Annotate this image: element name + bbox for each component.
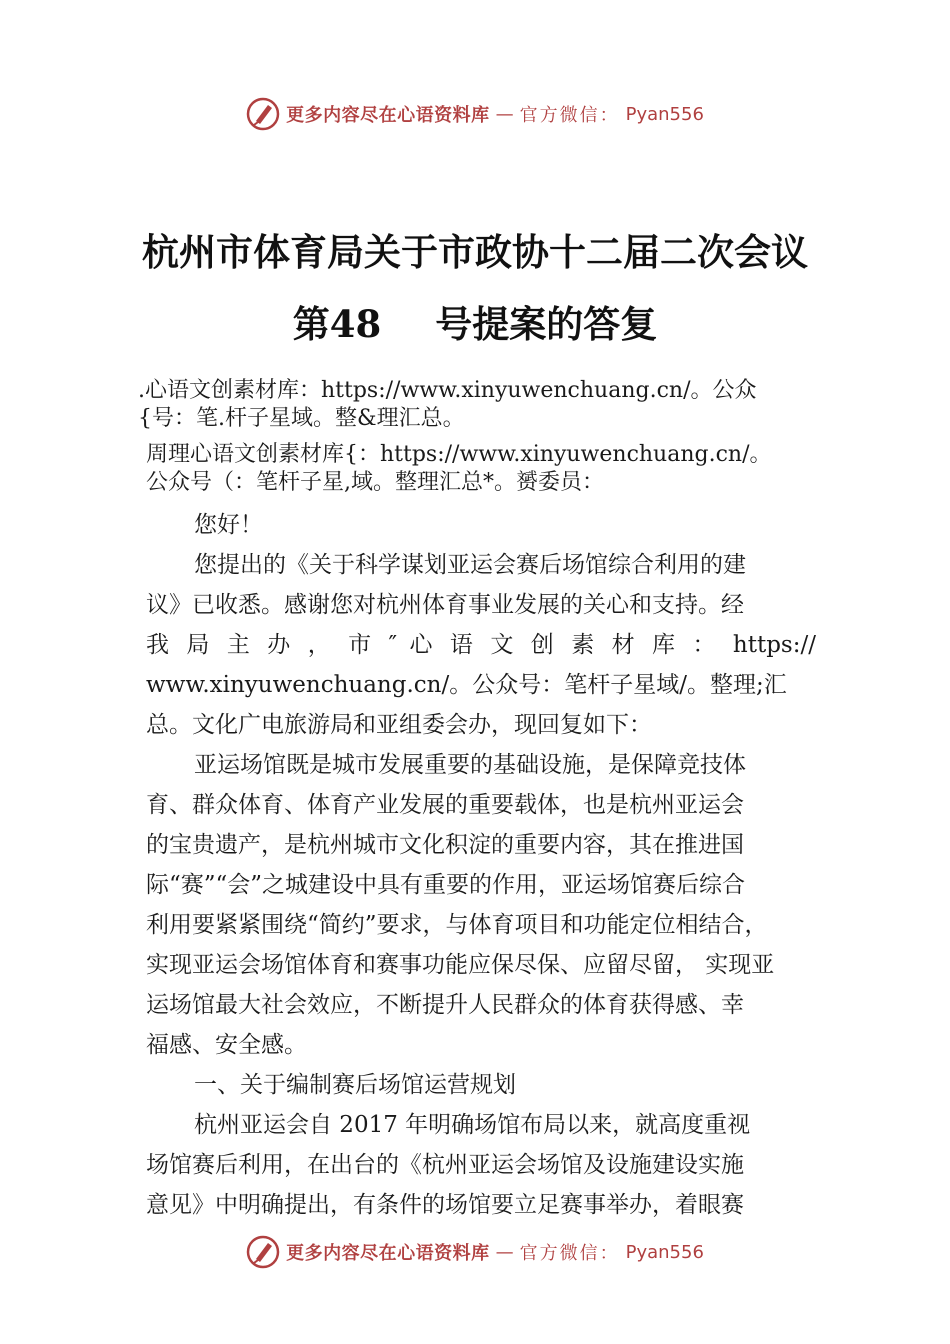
watermark-site-text: 更多内容尽在心语资料库	[286, 1243, 490, 1264]
watermark-wechat-id: Pyan556	[625, 103, 704, 125]
body-line: 亚运场馆既是城市发展重要的基础设施，是保障竞技体	[194, 752, 746, 778]
preamble-line: .心语文创素材库：https://www.xinyuwenchuang.cn/。公众	[138, 378, 757, 403]
body-line: 实现亚运会场馆体育和赛事功能应保尽保、应留尽留， 实现亚	[146, 952, 775, 978]
body-line: 意见》中明确提出，有条件的场馆要立足赛事举办，着眼赛	[146, 1192, 744, 1218]
watermark-dash: —	[495, 1241, 514, 1263]
preamble-line: {号：笔.杆子星域。整&理汇总。	[138, 406, 465, 431]
document-title-suffix: 号提案的答复	[435, 302, 658, 346]
watermark-wechat-label: 官方微信：	[519, 105, 620, 126]
body-line: 杭州亚运会自 2017 年明确场馆布局以来，就高度重视	[194, 1112, 751, 1138]
watermark-banner-bottom	[0, 1232, 950, 1272]
body-line: 育、群众体育、体育产业发展的重要载体，也是杭州亚运会	[146, 792, 744, 818]
pen-logo-icon	[246, 97, 280, 131]
body-line: 福感、安全感。	[146, 1032, 307, 1058]
body-line: 际“赛”“会”之城建设中具有重要的作用，亚运场馆赛后综合	[146, 872, 746, 898]
body-line: 总。文化广电旅游局和亚组委会办，现回复如下：	[146, 712, 652, 738]
preamble-line: 周理心语文创素材库{：https://www.xinyuwenchuang.cn/。	[146, 442, 772, 467]
watermark-site-text: 更多内容尽在心语资料库	[286, 105, 490, 126]
document-title-number: 第48	[292, 302, 382, 346]
watermark-wechat-label: 官方微信：	[519, 1243, 620, 1264]
pen-logo-icon	[246, 1235, 280, 1269]
body-line: 场馆赛后利用，在出台的《杭州亚运会场馆及设施建设实施	[146, 1152, 744, 1178]
watermark-dash: —	[495, 103, 514, 125]
section-heading: 一、关于编制赛后场馆运营规划	[194, 1072, 516, 1098]
body-line: 利用要紧紧围绕“简约”要求，与体育项目和功能定位相结合，	[146, 912, 768, 938]
preamble-line: 公众号（：笔杆子星,域。整理汇总*。赟委员：	[146, 470, 604, 495]
watermark-wechat-id: Pyan556	[625, 1241, 704, 1263]
body-line: 我 局 主 办 ， 市 ″ 心 语 文 创 素 材 库 ： https://	[146, 632, 816, 658]
document-title-line1: 杭州市体育局关于市政协十二届二次会议	[142, 230, 808, 274]
body-line: 议》已收悉。感谢您对杭州体育事业发展的关心和支持。经	[146, 592, 744, 618]
body-line: 您提出的《关于科学谋划亚运会赛后场馆综合利用的建	[194, 552, 746, 578]
greeting: 您好！	[194, 512, 263, 538]
document-title-line2	[0, 294, 950, 348]
body-line: 运场馆最大社会效应，不断提升人民群众的体育获得感、幸	[146, 992, 744, 1018]
body-line: 的宝贵遗产，是杭州城市文化积淀的重要内容，其在推进国	[146, 832, 744, 858]
body-line: www.xinyuwenchuang.cn/。公众号：笔杆子星域/。整理;汇	[146, 672, 787, 698]
watermark-banner-top	[0, 94, 950, 134]
